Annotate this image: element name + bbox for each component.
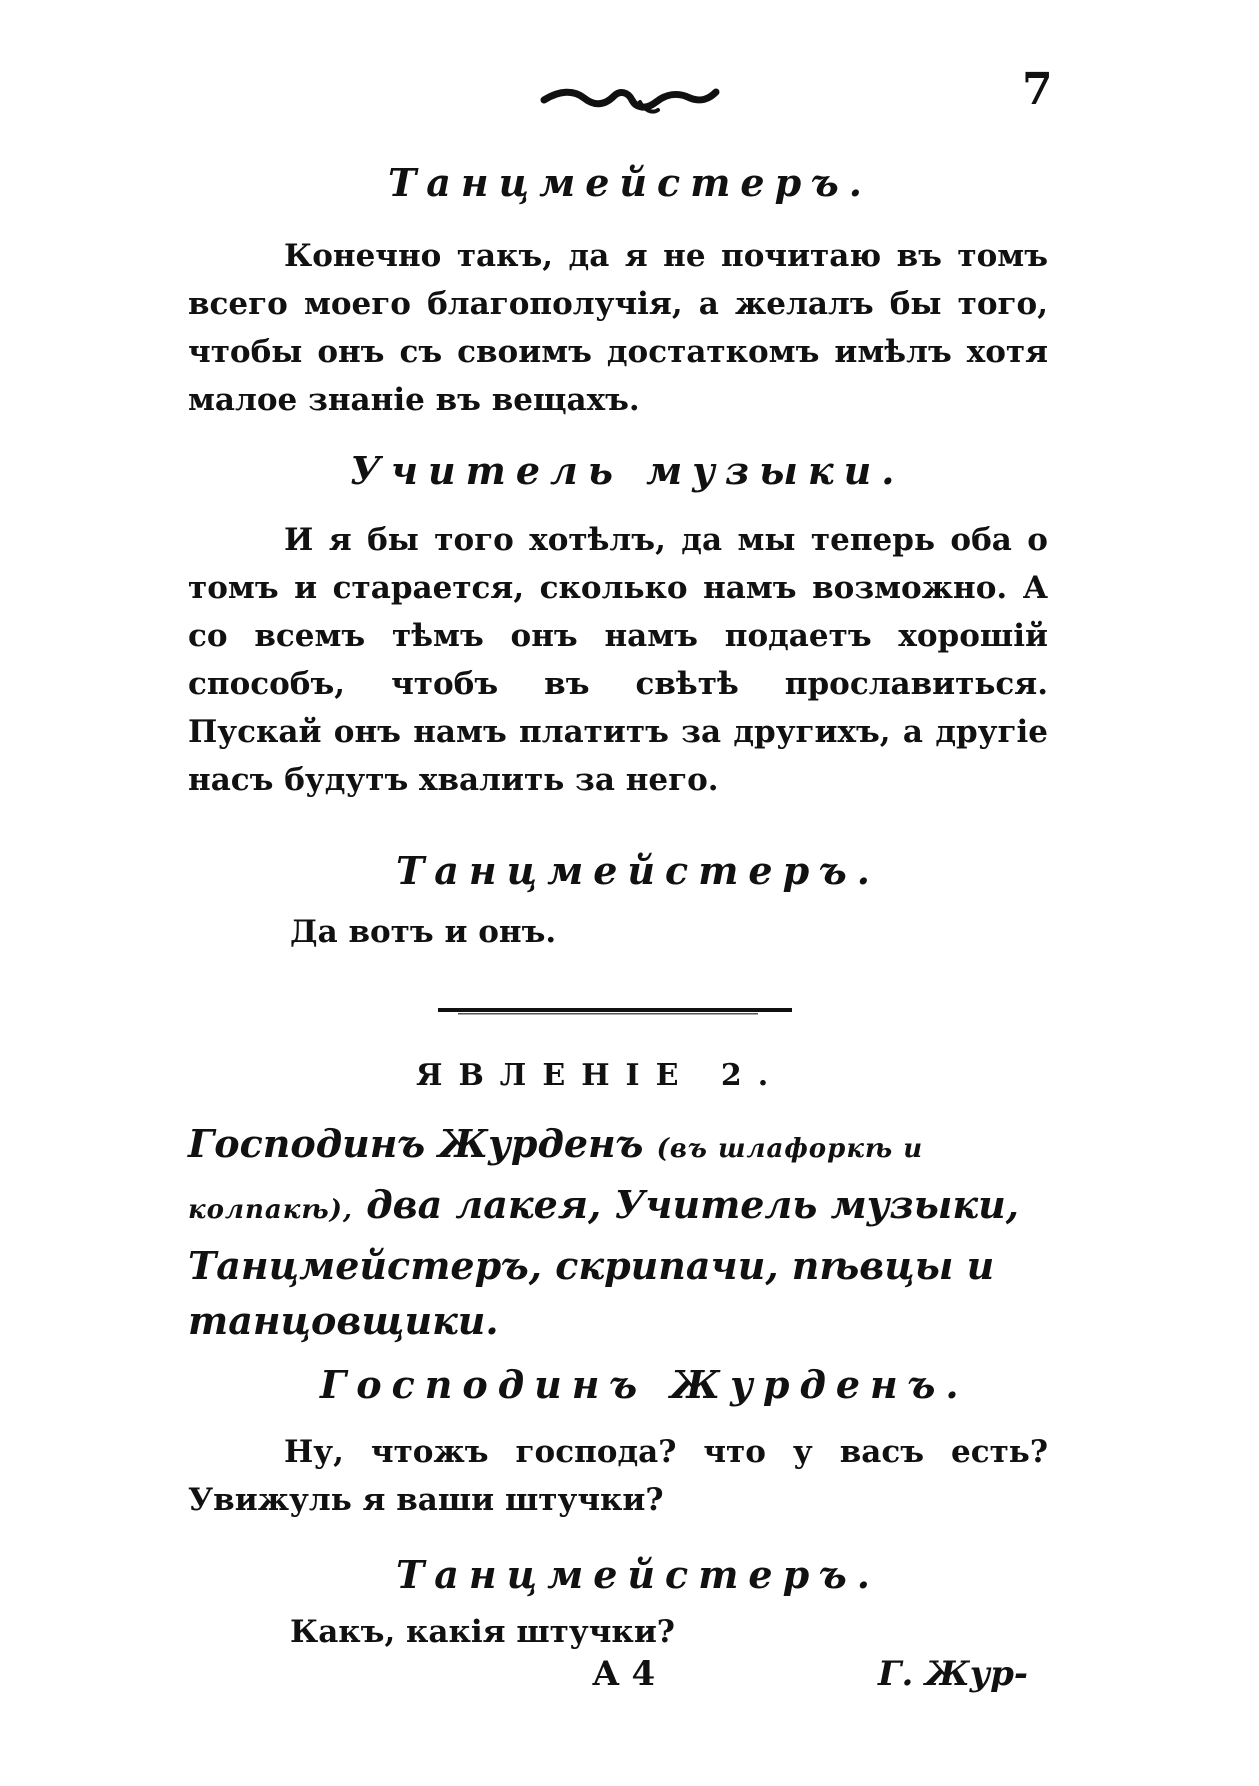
speaker-name: Господинъ Журденъ. [320,1362,969,1407]
stage-direction [188,1116,1068,1348]
speaker-name: Учитель музыки. [350,448,905,493]
speech-text [188,516,1048,804]
scene-heading: ЯВЛЕНІЕ 2. [416,1058,785,1093]
catchword: Г. Жур- [878,1654,1028,1694]
speech-content: Да вотъ и онъ. [290,914,557,950]
headpiece-ornament-icon [540,80,720,120]
speech-content: И я бы того хотѣлъ, да мы теперь оба о томъ и старается, сколько намъ возможно. А со всемъ тѣмъ онъ намъ подаетъ хорошій способъ, чтобъ въ свѣтѣ прославиться. Пускай онъ намъ платитъ за другихъ, а другіе насъ будутъ хвалить за него. [188,522,1048,798]
speaker-name: Танцмейстеръ. [388,160,873,205]
speech-text [188,232,1048,424]
stage-parenthetical: (въ шлафоркѣ и колпакѣ), [188,1134,924,1225]
stage-characters: два лакея, Учитель музыки, Танцмейстеръ, скрипачи, пѣвцы и танцовщики. [188,1182,1019,1343]
page-number: 7 [1022,64,1053,115]
speech-content: Конечно такъ, да я не почитаю въ томъ всего моего благополучія, а желалъ бы того, чтобы онъ съ своимъ достаткомъ имѣлъ хотя малое знаніе въ вещахъ. [188,238,1048,418]
section-divider [438,1006,792,1016]
stage-character-main: Господинъ Журденъ [188,1121,644,1166]
speech-content: Какъ, какія штучки? [290,1614,675,1650]
speech-text [290,1608,990,1656]
speaker-name: Танцмейстеръ. [396,848,881,893]
speech-text [290,908,990,956]
speech-content: Ну, чтожъ господа? что у васъ есть? Увижуль я ваши штучки? [188,1434,1048,1518]
signature-mark: А 4 [592,1654,656,1694]
speech-text [188,1428,1048,1524]
speaker-name: Танцмейстеръ. [396,1552,881,1597]
